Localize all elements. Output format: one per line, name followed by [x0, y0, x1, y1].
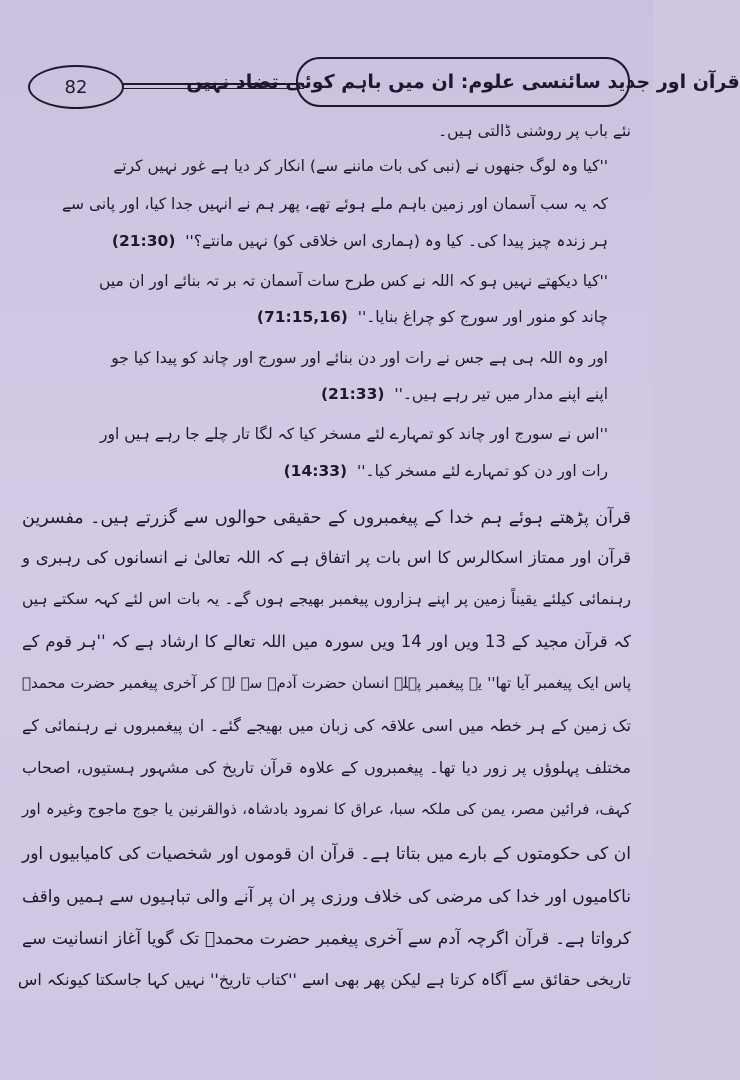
page-header: [22, 57, 740, 113]
body-line: تک زمین کے ہر خطہ میں اسی علاقہ کی زبان میں بھیجے گئے۔ ان پیغمبروں نے رہنمائی کے: [22, 716, 632, 735]
body-line: ناکامیوں اور خدا کی مرضی کی خلاف ورزی پر ان پر آنے والی تباہیوں سے ہمیں واقف: [22, 887, 631, 907]
quote-line: ہر زندہ چیز پیدا کی۔ کیا وہ (ہماری اس خلاقی کو) نہیں مانتے؟'' (21:30): [111, 232, 608, 250]
quote-line: اپنے اپنے مدار میں تیر رہے ہیں۔'' (21:33): [320, 385, 608, 403]
page-number: 82: [28, 65, 124, 109]
verse-reference: (14:33): [283, 462, 348, 480]
body-line: پاس ایک پیغمبر آیا تھا'' یہ پیغمبر پہلے انسان حضرت آدمؑ سے لے کر آخری پیغمبر حضرت محمدؐ: [22, 674, 631, 692]
body-line: کہف، فرائین مصر، یمن کی ملکہ سبا، عراق کا نمرود بادشاہ، ذوالقرنین یا جوج ماجوج وغیرہ اور: [22, 800, 631, 818]
quote-line: ''کیا وہ لوگ جنھوں نے (نبی کی بات ماننے سے) انکار کر دیا ہے غور نہیں کرتے: [113, 157, 608, 175]
running-title: قرآن اور جدید سائنسی علوم: ان میں باہم کوئی تضاد نہیں: [296, 57, 630, 107]
body-line: مختلف پہلوؤں پر زور دیا تھا۔ پیغمبروں کے علاوہ قرآن تاریخ کی مشہور ہستیوں، اصحاب: [22, 758, 631, 777]
body-line: تاریخی حقائق سے آگاہ کرتا ہے لیکن پھر بھی اسے ''کتاب تاریخ'' نہیں کہا جاسکتا کیونکہ اس: [17, 970, 631, 989]
text-line: نئے باب پر روشنی ڈالتی ہیں۔: [438, 122, 631, 140]
quote-line: چاند کو منور اور سورج کو چراغ بنایا۔'' (71:15,16): [256, 308, 608, 326]
quote-line: اور وہ اللہ ہی ہے جس نے رات اور دن بنائے اور سورج اور چاند کو پیدا کیا جو: [111, 349, 608, 367]
quote-line: کہ یہ سب آسمان اور زمین باہم ملے ہوئے تھے، پھر ہم نے انہیں جدا کیا، اور پانی سے: [61, 195, 608, 213]
quote-line: ''اس نے سورج اور چاند کو تمہارے لئے مسخر کیا کہ لگا تار چلے جا رہے ہیں اور: [100, 425, 608, 443]
body-line: کہ قرآن مجید کے 13 ویں اور 14 ویں سورہ میں اللہ تعالے کا ارشاد ہے کہ ''ہر قوم کے: [22, 632, 631, 651]
quote-line: رات اور دن کو تمہارے لئے مسخر کیا۔'' (14:33): [283, 462, 608, 480]
quote-line: ''کیا دیکھتے نہیں ہو کہ اللہ نے کس طرح سات آسمان تہ بر تہ بنائے اور ان میں: [98, 272, 608, 290]
verse-reference: (21:30): [111, 232, 176, 250]
body-line: قرآن اور ممتاز اسکالرس کا اس بات پر اتفاق ہے کہ اللہ تعالیٰ نے انسانوں کی رہبری و: [22, 548, 631, 567]
verse-reference: (21:33): [320, 385, 385, 403]
body-line: رہنمائی کیلئے یقیناً زمین پر اپنے ہزاروں پیغمبر بھیجے ہوں گے۔ یہ بات اس لئے کہہ سکتے ہیں: [22, 590, 631, 608]
body-line: ان کی حکومتوں کے بارے میں بتاتا ہے۔ قرآن ان قوموں اور شخصیات کی کامیابیوں اور: [22, 844, 631, 864]
body-line: کرواتا ہے۔ قرآن اگرچہ آدم سے آخری پیغمبر حضرت محمدؐ تک گویا آغاز انسانیت سے: [22, 929, 631, 949]
body-line: قرآن پڑھتے ہوئے ہم خدا کے پیغمبروں کے حقیقی حوالوں سے گزرتے ہیں۔ مفسرین: [22, 508, 631, 528]
verse-reference: (71:15,16): [256, 308, 348, 326]
